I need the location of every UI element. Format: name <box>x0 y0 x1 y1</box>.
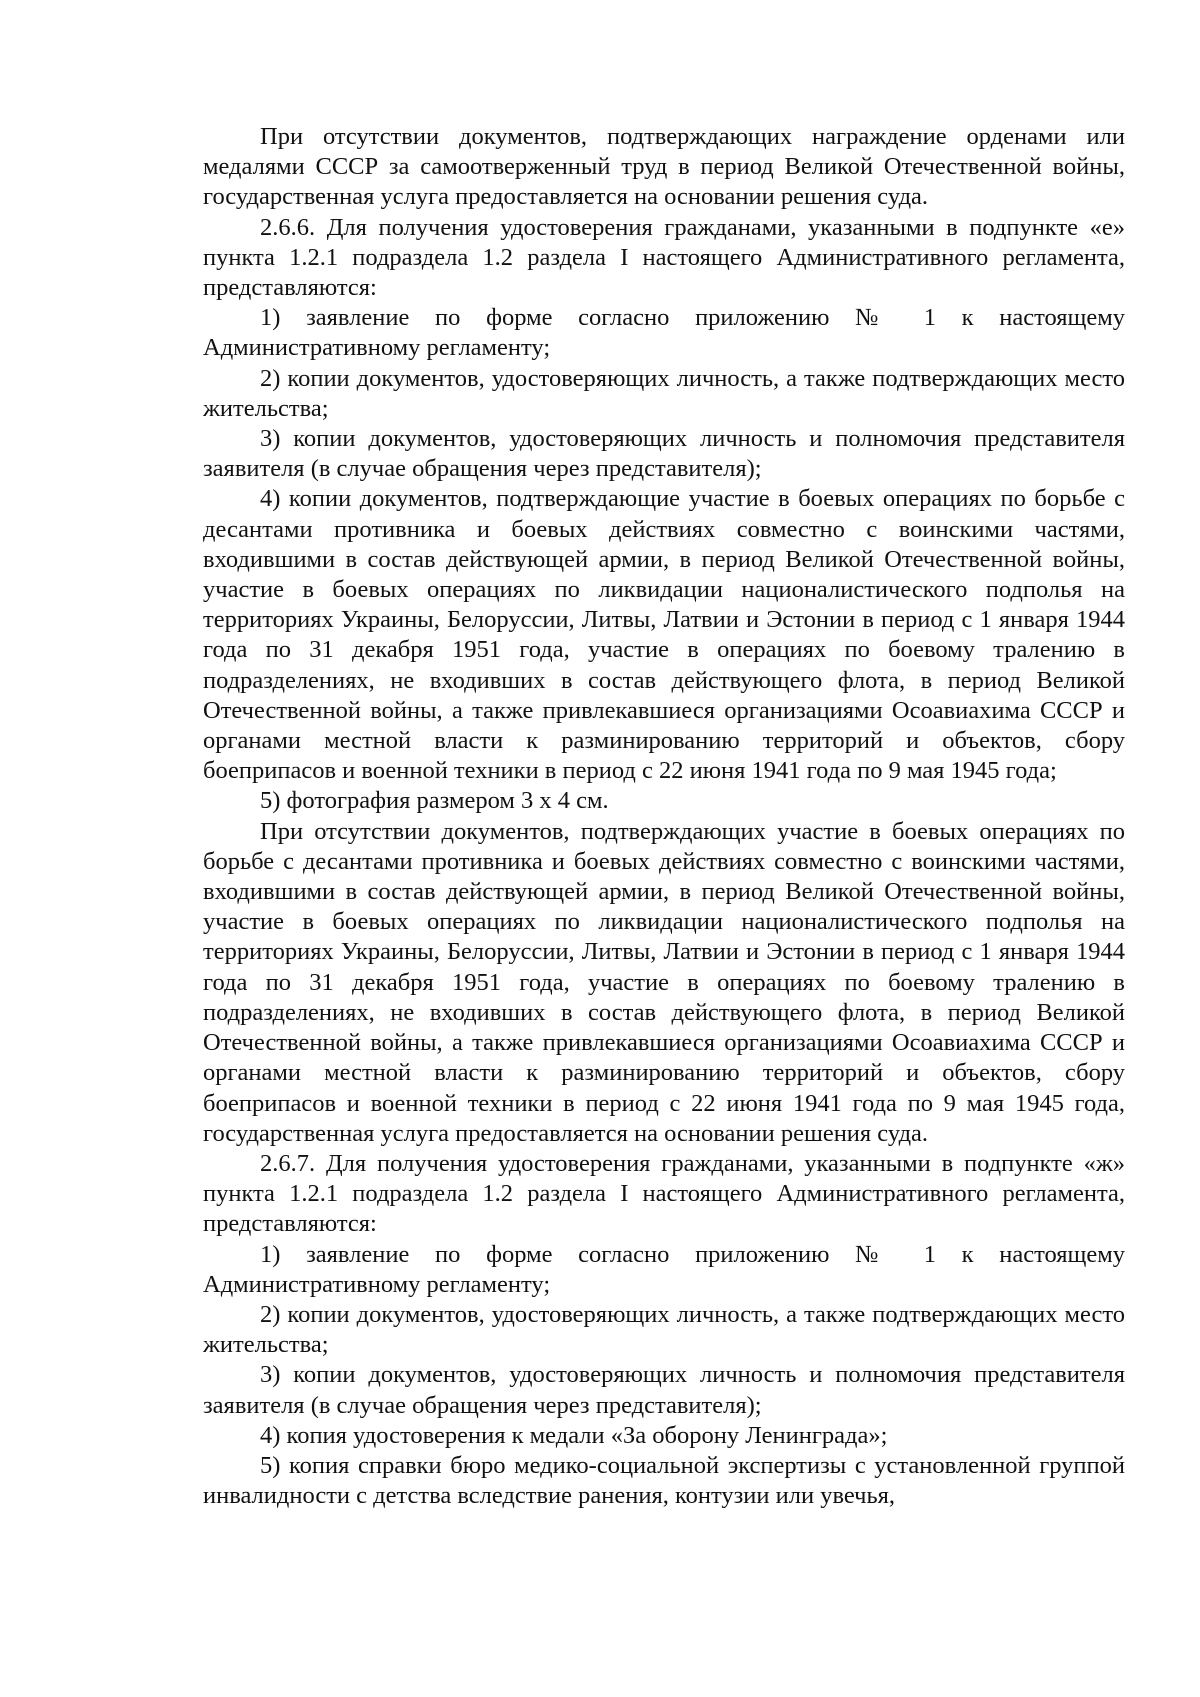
paragraph: При отсутствии документов, подтверждающих награждение орденами или медалями СССР за самоотверженный труд в период Великой Отечественной войны, государственная услуга предоставляется на основании решения суда. <box>203 123 1125 211</box>
section-2-6-7-heading: 2.6.7. Для получения удостоверения гражданами, указанными в подпункте «ж» пункта 1.2.1 подраздела 1.2 раздела I настоящего Административного регламента, представляются: <box>203 1149 1125 1238</box>
section-2-6-6-heading: 2.6.6. Для получения удостоверения гражданами, указанными в подпункте «е» пункта 1.2.1 подраздела 1.2 раздела I настоящего Административного регламента, представляются: <box>203 213 1125 302</box>
list-item: 3) копии документов, удостоверяющих личность и полномочия представителя заявителя (в случае обращения через представителя); <box>203 1361 1125 1419</box>
paragraph: При отсутствии документов, подтверждающих участие в боевых операциях по борьбе с десантами противника и боевых действиях совместно с воинскими частями, входившими в состав действующей армии, в период Великой Отечественной войны, участие в боевых операциях по ликвидации националистического подполья на территориях Украины, Белоруссии, Литвы, Латвии и Эстонии в период с 1 января 1944 года по 31 декабря 1951 года, участие в операциях по боевому тралению в подразделениях, не входивших в состав действующего флота, в период Великой Отечественной войны, а также привлекавшиеся организациями Осоавиахима СССР и органами местной власти к разминированию территорий и объектов, сбору боеприпасов и военной техники в период с 22 июня 1941 года по 9 мая 1945 года, государственная услуга предоставляется на основании решения суда. <box>203 817 1125 1147</box>
list-item: 2) копии документов, удостоверяющих личность, а также подтверждающих место жительства; <box>203 1300 1125 1359</box>
list-item: 3) копии документов, удостоверяющих личность и полномочия представителя заявителя (в случае обращения через представителя); <box>203 425 1125 483</box>
list-item: 5) фотография размером 3 х 4 см. <box>260 787 609 815</box>
list-item: 1) заявление по форме согласно приложению № 1 к настоящему Административному регламенту; <box>203 1240 1125 1298</box>
document-body <box>203 122 1125 1511</box>
list-item: 4) копия удостоверения к медали «За оборону Ленинграда»; <box>260 1421 888 1449</box>
list-item: 4) копии документов, подтверждающие участие в боевых операциях по борьбе с десантами противника и боевых действиях совместно с воинскими частями, входившими в состав действующей армии, в период Великой Отечественной войны, участие в боевых операциях по ликвидации националистического подполья на территориях Украины, Белоруссии, Литвы, Латвии и Эстонии в период с 1 января 1944 года по 31 декабря 1951 года, участие в операциях по боевому тралению в подразделениях, не входивших в состав действующего флота, в период Великой Отечественной войны, а также привлекавшиеся организациями Осоавиахима СССР и органами местной власти к разминированию территорий и объектов, сбору боеприпасов и военной техники в период с 22 июня 1941 года по 9 мая 1945 года; <box>203 485 1125 785</box>
list-item: 5) копия справки бюро медико-социальной экспертизы с установленной группой инвалидности с детства вследствие ранения, контузии или увечья, <box>203 1451 1125 1510</box>
list-item: 2) копии документов, удостоверяющих личность, а также подтверждающих место жительства; <box>203 364 1125 422</box>
list-item: 1) заявление по форме согласно приложению № 1 к настоящему Административному регламенту; <box>203 304 1125 362</box>
